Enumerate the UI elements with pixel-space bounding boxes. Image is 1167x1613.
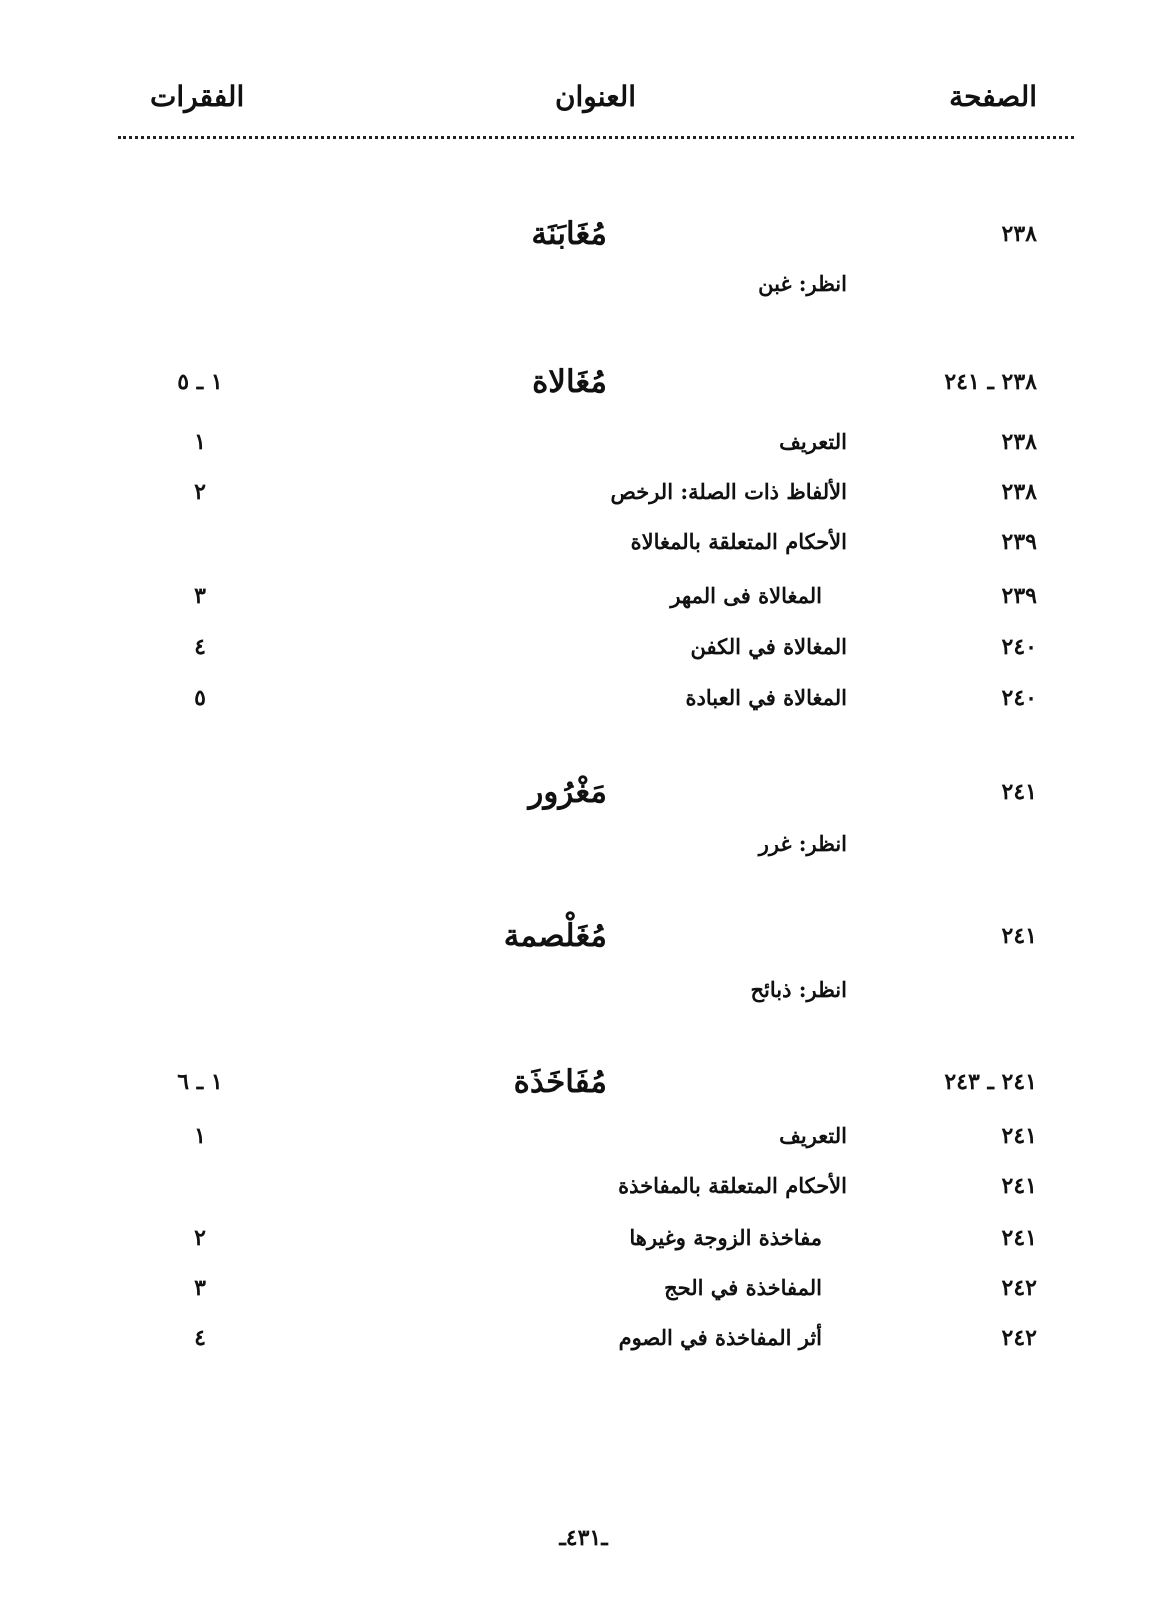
entry-title: التعريف	[779, 429, 847, 454]
entry-title: المغالاة فى المهر	[670, 583, 822, 608]
entry-page: ٢٣٩	[1001, 529, 1037, 555]
entry-heading: مُفَاخَذَة	[513, 1064, 607, 1100]
entry-title: المغالاة في الكفن	[690, 634, 847, 659]
entry-paragraphs: ٢	[194, 1225, 206, 1251]
entry-page: ٢٤١ ـ ٢٤٣	[944, 1069, 1037, 1095]
entry-paragraphs: ٤	[194, 634, 206, 660]
entry-heading: مُغَلْصمة	[503, 918, 607, 954]
entry-page: ٢٣٨	[1001, 221, 1037, 247]
entry-heading-row	[0, 770, 1167, 814]
entry-paragraphs: ١	[194, 429, 206, 455]
entry-page: ٢٣٨ ـ ٢٤١	[944, 369, 1037, 395]
entry-paragraphs: ٥	[194, 685, 206, 711]
entry-row	[0, 470, 1167, 514]
header-page: الصفحة	[949, 80, 1037, 113]
entry-paragraphs: ٣	[194, 583, 206, 609]
see-reference: انظر: غبن	[758, 271, 847, 296]
entry-page: ٢٤١	[1001, 923, 1037, 949]
entry-heading-row	[0, 360, 1167, 404]
entry-page: ٢٤١	[1001, 779, 1037, 805]
entry-page: ٢٤١	[1001, 1123, 1037, 1149]
header-title-label: العنوان	[554, 80, 637, 113]
entry-row	[0, 676, 1167, 720]
entry-paragraphs: ٣	[194, 1275, 206, 1301]
entry-row	[0, 1164, 1167, 1208]
entry-paragraphs: ٢	[194, 479, 206, 505]
entry-paragraphs: ١ ـ ٥	[177, 369, 223, 395]
entry-page: ٢٤٢	[1001, 1275, 1037, 1301]
entry-title: الأحكام المتعلقة بالمغالاة	[630, 529, 847, 554]
entry-title: الأحكام المتعلقة بالمفاخذة	[618, 1173, 847, 1198]
entry-page: ٢٣٨	[1001, 479, 1037, 505]
entry-heading: مُغَابَنَة	[531, 216, 607, 252]
entry-heading-row	[0, 1060, 1167, 1104]
entry-row	[0, 625, 1167, 669]
entry-paragraphs: ١	[194, 1123, 206, 1149]
header-dotted-rule	[118, 136, 1074, 139]
entry-page: ٢٤٢	[1001, 1325, 1037, 1351]
entry-row	[0, 822, 1167, 866]
entry-title: المغالاة في العبادة	[685, 685, 847, 710]
entry-title: أثر المفاخذة في الصوم	[618, 1325, 822, 1350]
entry-heading: مُغَالاة	[532, 364, 607, 400]
entry-row	[0, 1114, 1167, 1158]
header-paragraphs: الفقرات	[150, 80, 245, 113]
entry-title: مفاخذة الزوجة وغيرها	[629, 1225, 822, 1250]
entry-page: ٢٣٨	[1001, 429, 1037, 455]
entry-paragraphs: ٤	[194, 1325, 206, 1351]
entry-paragraphs: ١ ـ ٦	[177, 1069, 223, 1095]
entry-page: ٢٣٩	[1001, 583, 1037, 609]
entry-page: ٢٤٠	[1001, 634, 1037, 660]
entry-row	[0, 574, 1167, 618]
entry-page: ٢٤٠	[1001, 685, 1037, 711]
entry-row	[0, 262, 1167, 306]
entry-title: الألفاظ ذات الصلة: الرخص	[610, 479, 847, 504]
entry-title: التعريف	[779, 1123, 847, 1148]
page-number: ـ٤٣١ـ	[559, 1525, 608, 1551]
entry-page: ٢٤١	[1001, 1173, 1037, 1199]
entry-row	[0, 1216, 1167, 1260]
entry-heading-row	[0, 914, 1167, 958]
entry-row	[0, 420, 1167, 464]
entry-row	[0, 520, 1167, 564]
see-reference: انظر: غرر	[758, 831, 847, 856]
entry-heading-row	[0, 212, 1167, 256]
entry-row	[0, 1266, 1167, 1310]
entry-title: المفاخذة في الحج	[664, 1275, 822, 1300]
entry-heading: مَغْرُور	[528, 774, 607, 810]
see-reference: انظر: ذبائح	[750, 977, 847, 1002]
entry-row	[0, 968, 1167, 1012]
entry-row	[0, 1316, 1167, 1360]
entry-page: ٢٤١	[1001, 1225, 1037, 1251]
